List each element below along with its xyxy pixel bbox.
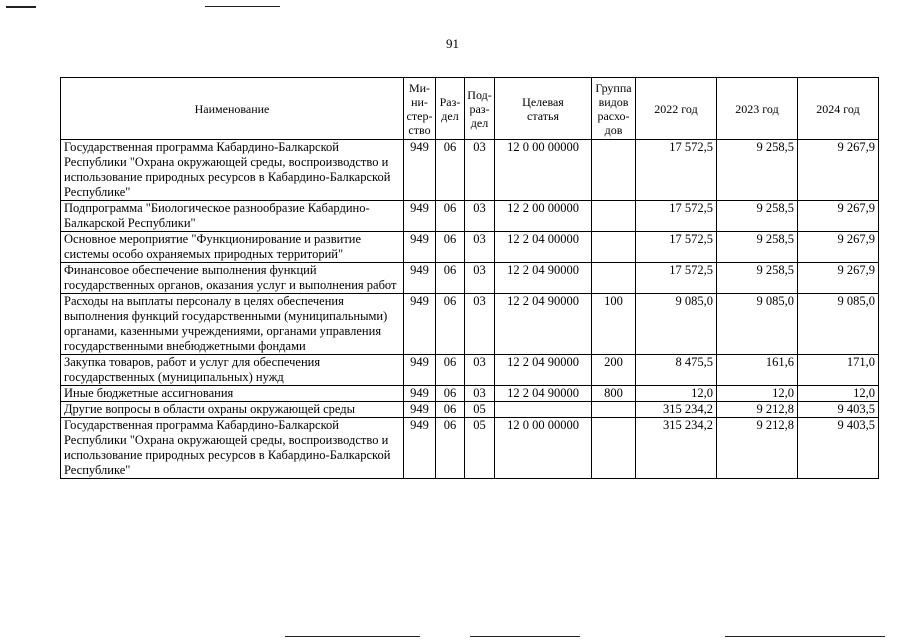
row-2024: 171,0 xyxy=(798,355,879,386)
header-2023: 2023 год xyxy=(717,78,798,140)
row-target: 12 0 00 00000 xyxy=(495,140,592,201)
header-target: Целевая статья xyxy=(495,78,592,140)
table-row xyxy=(61,263,879,294)
row-group xyxy=(592,263,636,294)
row-name: Подпрограмма "Биологическое разнообразие Кабардино-Балкарской Республики" xyxy=(61,201,404,232)
row-subsection: 05 xyxy=(465,418,495,479)
row-group xyxy=(592,402,636,418)
row-2023: 9 212,8 xyxy=(717,402,798,418)
row-group: 100 xyxy=(592,294,636,355)
table-row xyxy=(61,418,879,479)
scan-mark-bottom-mid2 xyxy=(470,636,580,637)
table-row xyxy=(61,402,879,418)
row-ministry: 949 xyxy=(404,294,436,355)
row-section: 06 xyxy=(436,355,465,386)
row-2023: 9 258,5 xyxy=(717,263,798,294)
row-target: 12 0 00 00000 xyxy=(495,418,592,479)
row-2023: 9 258,5 xyxy=(717,140,798,201)
row-subsection: 03 xyxy=(465,263,495,294)
budget-table xyxy=(60,77,879,479)
row-ministry: 949 xyxy=(404,140,436,201)
table-row xyxy=(61,201,879,232)
row-target: 12 2 04 90000 xyxy=(495,355,592,386)
row-target xyxy=(495,402,592,418)
row-name: Другие вопросы в области охраны окружающей среды xyxy=(61,402,404,418)
row-name: Закупка товаров, работ и услуг для обеспечения государственных (муниципальных) нужд xyxy=(61,355,404,386)
row-name: Иные бюджетные ассигнования xyxy=(61,386,404,402)
row-name: Финансовое обеспечение выполнения функций государственных органов, оказания услуг и выполнения работ xyxy=(61,263,404,294)
table-row xyxy=(61,355,879,386)
row-subsection: 03 xyxy=(465,201,495,232)
row-2022: 8 475,5 xyxy=(636,355,717,386)
row-target: 12 2 04 00000 xyxy=(495,232,592,263)
row-section: 06 xyxy=(436,294,465,355)
row-ministry: 949 xyxy=(404,386,436,402)
row-section: 06 xyxy=(436,201,465,232)
row-2023: 9 258,5 xyxy=(717,201,798,232)
row-ministry: 949 xyxy=(404,402,436,418)
row-ministry: 949 xyxy=(404,355,436,386)
row-2024: 9 267,9 xyxy=(798,232,879,263)
row-2024: 9 267,9 xyxy=(798,263,879,294)
row-section: 06 xyxy=(436,232,465,263)
row-name: Расходы на выплаты персоналу в целях обеспечения выполнения функций государственными (муниципальными) органами, казенными учреждениями, органами управления государственными внебюджетными фондами xyxy=(61,294,404,355)
row-name: Основное мероприятие "Функционирование и развитие системы особо охраняемых природных территорий" xyxy=(61,232,404,263)
row-2022: 17 572,5 xyxy=(636,263,717,294)
row-subsection: 03 xyxy=(465,386,495,402)
scan-mark-bottom-right xyxy=(725,636,885,637)
scan-mark-bottom-mid xyxy=(285,636,420,637)
row-name: Государственная программа Кабардино-Балкарской Республики "Охрана окружающей среды, воспроизводство и использование природных ресурсов в Кабардино-Балкарской Республике" xyxy=(61,140,404,201)
header-section: Раз- дел xyxy=(436,78,465,140)
header-ministry: Ми- ни- стер- ство xyxy=(404,78,436,140)
row-2024: 12,0 xyxy=(798,386,879,402)
scan-mark-top xyxy=(205,6,280,7)
row-2022: 17 572,5 xyxy=(636,140,717,201)
row-2024: 9 085,0 xyxy=(798,294,879,355)
scan-mark-top-left xyxy=(6,6,36,8)
row-group xyxy=(592,418,636,479)
row-section: 06 xyxy=(436,402,465,418)
row-2023: 12,0 xyxy=(717,386,798,402)
row-target: 12 2 04 90000 xyxy=(495,294,592,355)
row-group xyxy=(592,140,636,201)
row-2024: 9 403,5 xyxy=(798,402,879,418)
row-ministry: 949 xyxy=(404,263,436,294)
header-2024: 2024 год xyxy=(798,78,879,140)
page-number: 91 xyxy=(446,36,459,51)
row-target: 12 2 04 90000 xyxy=(495,263,592,294)
row-2022: 315 234,2 xyxy=(636,402,717,418)
table-row xyxy=(61,386,879,402)
row-2023: 9 212,8 xyxy=(717,418,798,479)
row-subsection: 03 xyxy=(465,140,495,201)
row-ministry: 949 xyxy=(404,232,436,263)
row-2023: 9 085,0 xyxy=(717,294,798,355)
row-section: 06 xyxy=(436,140,465,201)
row-section: 06 xyxy=(436,386,465,402)
row-group xyxy=(592,232,636,263)
header-expense-group: Группа видов расхо- дов xyxy=(592,78,636,140)
row-group xyxy=(592,201,636,232)
table-row xyxy=(61,140,879,201)
row-target: 12 2 04 90000 xyxy=(495,386,592,402)
row-2024: 9 267,9 xyxy=(798,201,879,232)
row-name: Государственная программа Кабардино-Балкарской Республики "Охрана окружающей среды, воспроизводство и использование природных ресурсов в Кабардино-Балкарской Республике" xyxy=(61,418,404,479)
row-section: 06 xyxy=(436,263,465,294)
row-2022: 17 572,5 xyxy=(636,201,717,232)
row-2023: 9 258,5 xyxy=(717,232,798,263)
row-subsection: 03 xyxy=(465,355,495,386)
row-section: 06 xyxy=(436,418,465,479)
row-group: 200 xyxy=(592,355,636,386)
header-row xyxy=(61,78,879,140)
row-2024: 9 403,5 xyxy=(798,418,879,479)
table-row xyxy=(61,294,879,355)
row-subsection: 03 xyxy=(465,294,495,355)
row-group: 800 xyxy=(592,386,636,402)
row-2023: 161,6 xyxy=(717,355,798,386)
row-subsection: 03 xyxy=(465,232,495,263)
row-2022: 315 234,2 xyxy=(636,418,717,479)
table-row xyxy=(61,232,879,263)
header-2022: 2022 год xyxy=(636,78,717,140)
row-ministry: 949 xyxy=(404,201,436,232)
row-2022: 17 572,5 xyxy=(636,232,717,263)
row-target: 12 2 00 00000 xyxy=(495,201,592,232)
row-subsection: 05 xyxy=(465,402,495,418)
header-subsection: Под- раз- дел xyxy=(465,78,495,140)
row-2022: 12,0 xyxy=(636,386,717,402)
header-name: Наименование xyxy=(61,78,404,140)
row-2024: 9 267,9 xyxy=(798,140,879,201)
row-ministry: 949 xyxy=(404,418,436,479)
row-2022: 9 085,0 xyxy=(636,294,717,355)
